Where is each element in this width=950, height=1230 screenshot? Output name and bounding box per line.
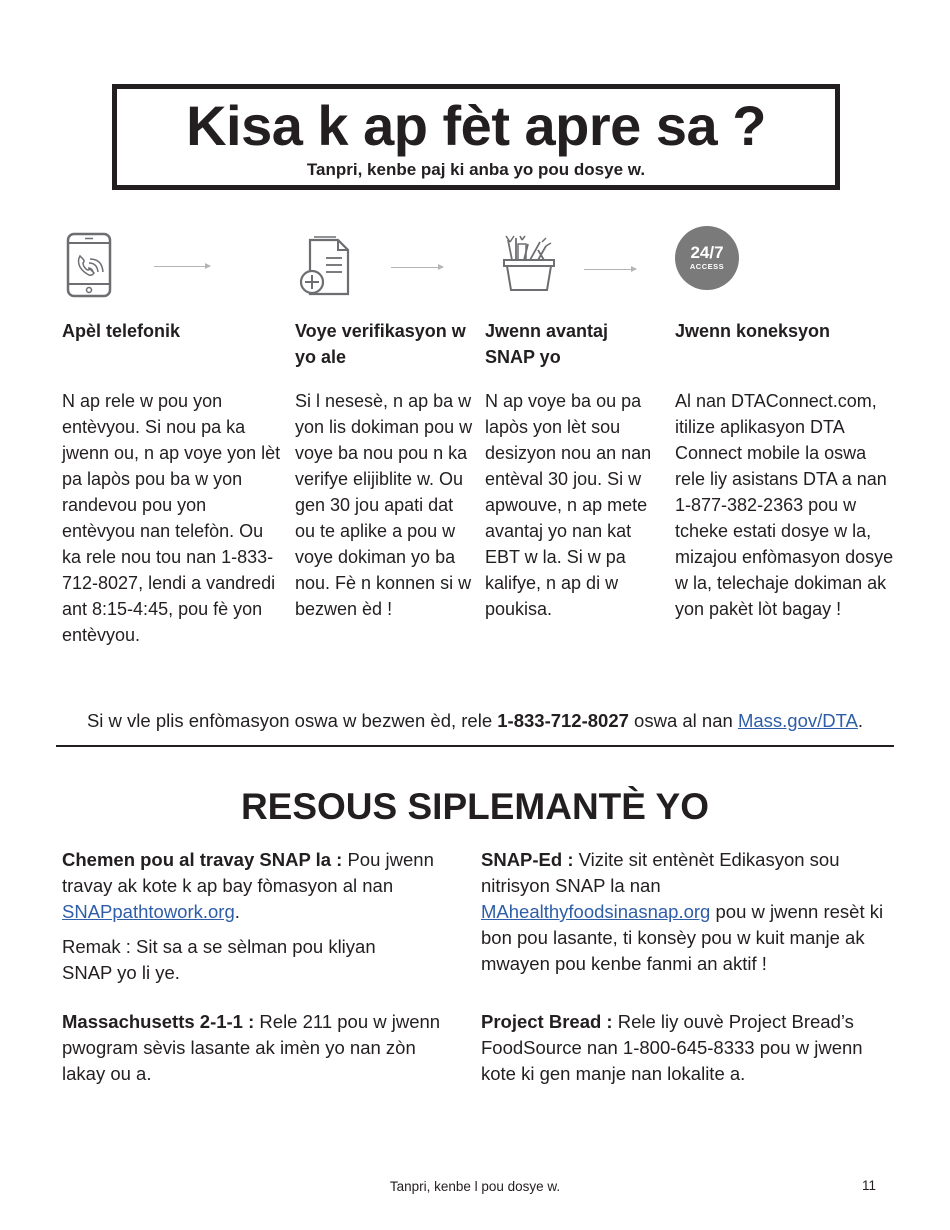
resource-snap-path	[62, 847, 442, 925]
step-body: Si l nesesè, n ap ba w yon lis dokiman pou w voye ba nou pou n ka verifye elijiblite w. Ou gen 30 jou apati dat ou te aplike a pou w voye dokiman yo ba nou. Fè n konnen si w bezwen èd !	[295, 391, 473, 619]
resource-text: Rele 211 pou w jwenn pwogram sèvis lasante ak imèn yo nan zòn lakay ou a.	[62, 1011, 441, 1084]
resource-project-bread	[481, 1009, 893, 1087]
step-body: N ap rele w pou yon entèvyou. Si nou pa ka jwenn ou, n ap voye yon lèt pa lapòs pou ba w yon randevou pou yon entèvyou nan telefòn. Ou ka rele nou tou nan 1-833-712-8027, lendi a vandredi ant 8:15-4:45, pou fè yon entèvyou.	[62, 391, 281, 645]
footer-text: Tanpri, kenbe l pou dosye w.	[389, 1179, 561, 1194]
snap-path-link[interactable]: SNAPpathtowork.org	[62, 901, 235, 922]
step-title: Jwenn koneksyon	[675, 321, 831, 341]
step-title: Apèl telefonik	[62, 321, 181, 341]
arrow-right-icon	[391, 267, 443, 268]
resource-label: Project Bread :	[481, 1011, 613, 1032]
page-subtitle: Tanpri, kenbe paj ki anba yo pou dosye w.	[306, 160, 646, 179]
badge-subtext: ACCESS	[689, 262, 725, 271]
phone-icon	[66, 232, 112, 298]
resource-label: Chemen pou al travay SNAP la :	[62, 849, 343, 870]
mass-gov-link[interactable]: Mass.gov/DTA	[737, 710, 858, 731]
page-number: 11	[862, 1178, 877, 1193]
step-phone-call	[62, 318, 282, 648]
document-add-icon	[298, 236, 356, 298]
resource-text: pou w jwenn resèt ki bon pou lasante, ti konsèy pou w kuit manje ak mwayen pou kenbe fanmi an aktif !	[481, 901, 884, 974]
healthy-foods-link[interactable]: MAhealthyfoodsinasnap.org	[481, 901, 711, 922]
divider	[56, 745, 894, 747]
resource-text: .	[234, 901, 240, 922]
step-body: Al nan DTAConnect.com, itilize aplikasyon DTA Connect mobile la oswa rele liy asistans DTA a nan 1-877-382-2363 pou w tcheke estati dosye w la, mizajou enfòmasyon dosye w la, telechaje dokiman ak yon pakèt lòt bagay !	[675, 391, 894, 619]
title-box	[112, 84, 840, 190]
info-text: .	[857, 710, 864, 731]
step-get-benefits	[485, 318, 660, 622]
page-title: Kisa k ap fèt apre sa ?	[186, 94, 766, 157]
step-title: Voye verifikasyon w yo ale	[295, 321, 466, 367]
step-send-verification	[295, 318, 475, 622]
arrow-right-icon	[584, 269, 636, 270]
resource-mass-211	[62, 1009, 462, 1087]
info-text: Si w vle plis enfòmasyon oswa w bezwen èd, rele	[86, 710, 498, 731]
resource-text: Vizite sit entènèt Edikasyon sou nitrisyon SNAP la nan	[481, 849, 840, 896]
badge-text: 24/7	[690, 243, 724, 262]
phone-number: 1-833-712-8027	[497, 710, 629, 731]
24-7-access-icon	[675, 226, 739, 290]
step-title: Jwenn avantaj SNAP yo	[485, 321, 609, 367]
resource-note: Remak : Sit sa a se sèlman pou kliyan SNAP yo li ye.	[62, 936, 376, 983]
contact-info	[0, 710, 950, 732]
step-get-connected	[675, 318, 900, 622]
resource-snap-ed	[481, 847, 893, 977]
resources-title: RESOUS SIPLEMANTÈ YO	[240, 786, 710, 827]
info-text: oswa al nan	[628, 710, 738, 731]
resource-text: Pou jwenn travay ak kote k ap bay fòmasyon al nan	[62, 849, 434, 896]
resource-label: SNAP-Ed :	[481, 849, 574, 870]
step-body: N ap voye ba ou pa lapòs yon lèt sou desizyon nou an nan entèval 30 jou. Si w apwouve, n ap mete avantaj yo nan kat EBT w la. Si w pa kalifye, n ap di w poukisa.	[485, 391, 652, 619]
grocery-basket-icon	[500, 232, 558, 294]
resource-label: Massachusetts 2-1-1 :	[62, 1011, 255, 1032]
arrow-right-icon	[154, 266, 210, 267]
resource-text: Rele liy ouvè Project Bread’s FoodSource nan 1-800-645-8333 pou w jwenn kote ki gen manje nan lokalite a.	[481, 1011, 863, 1084]
